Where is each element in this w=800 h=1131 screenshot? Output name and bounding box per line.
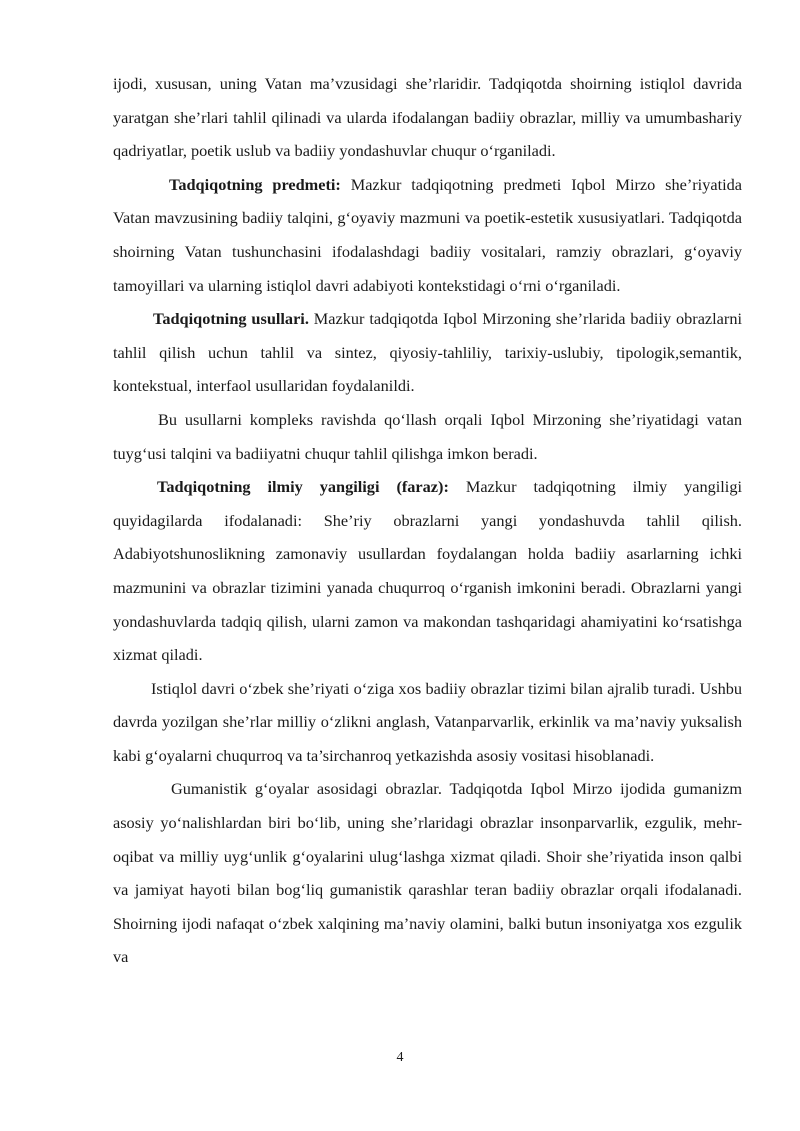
research-methods-heading: Tadqiqotning usullari. (153, 309, 309, 329)
paragraph-scientific-novelty (113, 470, 742, 672)
research-subject-text: Mazkur tadqiqotning predmeti Iqbol Mirzo she’riyatida Vatan mavzusining badiiy talqini, g‘oyaviy mazmuni va poetik-estetik xususiyatlari. Tadqiqotda shoirning Vatan tushunchasini ifodalashdagi badiiy vositalari, ramziy obrazlari, g‘oyaviy tamoyillari va ularning istiqlol davri adabiyoti kontekstidagi o‘rni o‘rganiladi. (113, 174, 742, 295)
research-subject-heading: Tadqiqotning predmeti: (169, 174, 341, 194)
scientific-novelty-text: Mazkur tadqiqotning ilmiy yangiligi quyidagilarda ifodalanadi: She’riy obrazlarni yangi yondashuvda tahlil qilish. Adabiyotshunoslikning zamonaviy usullardan foydalangan holda badiiy asarlarning ichki mazmunini va obrazlar tizimini yanada chuqurroq o‘rganish imkonini beradi. Obrazlarni yangi yondashuvlarda tadqiq qilish, ularni zamon va makondan tashqaridagi ahamiyatini ko‘rsatishga xizmat qiladi. (113, 477, 742, 665)
document-page (113, 67, 742, 974)
page-number: 4 (396, 1050, 404, 1065)
paragraph-intro-continuation: ijodi, xususan, uning Vatan ma’vzusidagi she’rlaridir. Tadqiqotda shoirning istiqlol davrida yaratgan she’rlari tahlil qilinadi va ularda ifodalangan badiiy obrazlar, milliy va umumbashariy qadriyatlar, poetik uslub va badiiy yondashuvlar chuqur o‘rganiladi. (113, 74, 742, 161)
paragraph-independence-poetry: Istiqlol davri o‘zbek she’riyati o‘ziga xos badiiy obrazlar tizimi bilan ajralib turadi. Ushbu davrda yozilgan she’rlar milliy o‘zlikni anglash, Vatanparvarlik, erkinlik va ma’naviy yuksalish kabi g‘oyalarni chuqurroq va ta’sirchanroq yetkazishda asosiy vositasi hisoblanadi. (113, 678, 742, 765)
paragraph-research-subject (113, 168, 742, 302)
research-methods-text: Mazkur tadqiqotda Iqbol Mirzoning she’rlarida badiiy obrazlarni tahlil qilish uchun tahlil va sintez, qiyosiy-tahliliy, tarixiy-uslubiy, tipologik,semantik, kontekstual, interfaol usullaridan foydalanildi. (113, 309, 742, 396)
scientific-novelty-heading: Tadqiqotning ilmiy yangiligi (faraz): (157, 477, 449, 497)
paragraph-methods-application: Bu usullarni kompleks ravishda qo‘llash orqali Iqbol Mirzoning she’riyatidagi vatan tuyg‘usi talqini va badiiyatni chuqur tahlil qilishga imkon beradi. (113, 409, 742, 463)
paragraph-humanistic-images: Gumanistik g‘oyalar asosidagi obrazlar. Tadqiqotda Iqbol Mirzo ijodida gumanizm asosiy yo‘nalishlardan biri bo‘lib, uning she’rlaridagi obrazlar insonparvarlik, ezgulik, mehr-oqibat va milliy uyg‘unlik g‘oyalarini ulug‘lashga xizmat qiladi. Shoir she’riyatida inson qalbi va jamiyat hayoti bilan bog‘liq gumanistik qarashlar teran badiiy obrazlar orqali ifodalanadi. Shoirning ijodi nafaqat o‘zbek xalqining ma’naviy olamini, balki butun insoniyatga xos ezgulik va (113, 779, 742, 967)
paragraph-research-methods (113, 302, 742, 403)
